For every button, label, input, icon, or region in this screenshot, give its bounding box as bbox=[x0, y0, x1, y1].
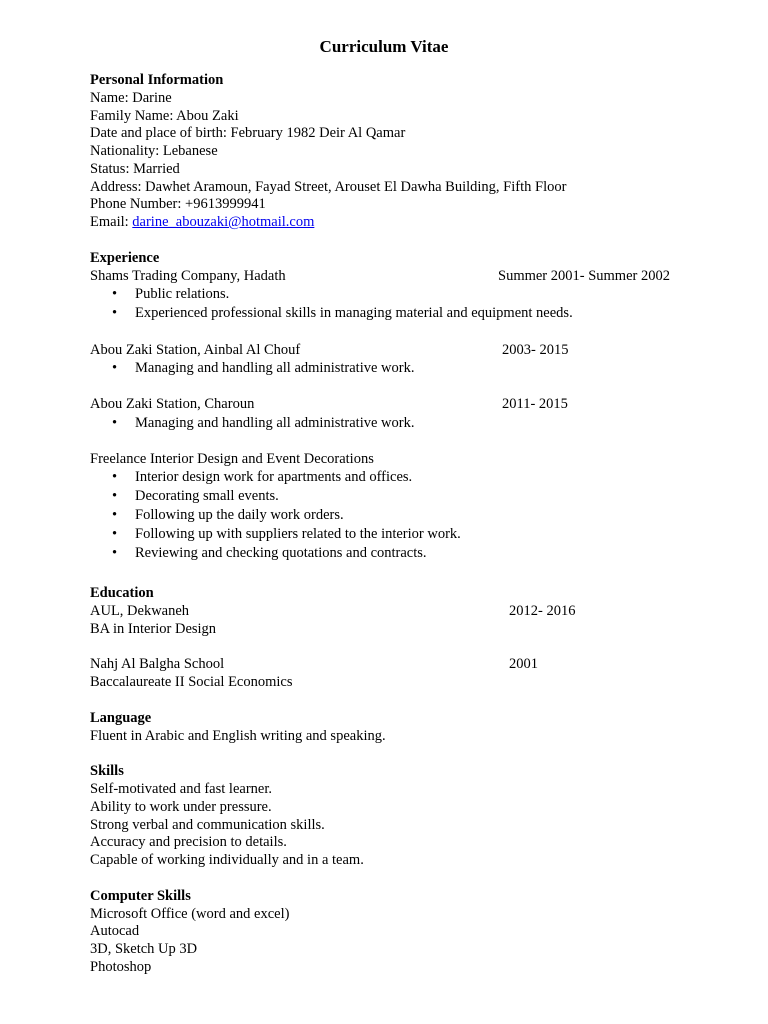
job-bullet: • Decorating small events. bbox=[112, 487, 256, 506]
job-title: Abou Zaki Station, Charoun bbox=[90, 396, 255, 412]
status-line: Status: Married bbox=[90, 161, 180, 177]
skills-heading: Skills bbox=[90, 763, 124, 779]
language-heading: Language bbox=[90, 710, 152, 726]
job-bullet: • Public relations. bbox=[112, 285, 206, 304]
page-title: Curriculum Vitae bbox=[319, 37, 449, 56]
job-title: Shams Trading Company, Hadath bbox=[90, 268, 286, 284]
skill-item: Ability to work under pressure. bbox=[90, 799, 272, 815]
job-bullet: • Reviewing and checking quotations and contracts. bbox=[112, 544, 404, 563]
school-name: AUL, Dekwaneh bbox=[90, 603, 190, 619]
personal-heading: Personal Information bbox=[90, 72, 224, 88]
degree-name: Baccalaureate II Social Economics bbox=[90, 674, 293, 690]
degree-name: BA in Interior Design bbox=[90, 621, 217, 637]
job-bullet: • Following up the daily work orders. bbox=[112, 506, 321, 525]
job-bullet: • Managing and handling all administrative work. bbox=[112, 414, 391, 433]
computer-skill-item: Photoshop bbox=[90, 959, 152, 975]
job-dates: Summer 2001- Summer 2002 bbox=[498, 268, 670, 284]
name-line: Name: Darine bbox=[90, 90, 172, 106]
job-dates: 2011- 2015 bbox=[502, 396, 568, 412]
skill-item: Self-motivated and fast learner. bbox=[90, 781, 272, 797]
job-dates: 2003- 2015 bbox=[502, 342, 569, 358]
computer-skill-item: Microsoft Office (word and excel) bbox=[90, 906, 290, 922]
school-dates: 2001 bbox=[509, 656, 538, 672]
school-name: Nahj Al Balgha School bbox=[90, 656, 225, 672]
school-dates: 2012- 2016 bbox=[509, 603, 576, 619]
language-text: Fluent in Arabic and English writing and speaking. bbox=[90, 728, 386, 744]
email-label: Email: bbox=[90, 214, 133, 230]
birth-line: Date and place of birth: February 1982 Deir Al Qamar bbox=[90, 125, 406, 141]
address-line: Address: Dawhet Aramoun, Fayad Street, Arouset El Dawha Building, Fifth Floor bbox=[90, 179, 567, 195]
computer-skills-heading: Computer Skills bbox=[90, 888, 191, 904]
nationality-line: Nationality: Lebanese bbox=[90, 143, 218, 159]
job-bullet: • Interior design work for apartments and offices. bbox=[112, 468, 389, 487]
education-heading: Education bbox=[90, 585, 154, 601]
job-title: Abou Zaki Station, Ainbal Al Chouf bbox=[90, 342, 301, 358]
job-bullet: • Managing and handling all administrative work. bbox=[112, 359, 391, 378]
skill-item: Capable of working individually and in a team. bbox=[90, 852, 364, 868]
email-line bbox=[90, 213, 314, 231]
job-bullet: • Experienced professional skills in managing material and equipment needs. bbox=[112, 304, 550, 323]
family-name-line: Family Name: Abou Zaki bbox=[90, 108, 239, 124]
job-title: Freelance Interior Design and Event Decorations bbox=[90, 451, 374, 467]
computer-skill-item: Autocad bbox=[90, 923, 140, 939]
email-link[interactable]: darine_abouzaki@hotmail.com bbox=[132, 214, 315, 230]
skill-item: Strong verbal and communication skills. bbox=[90, 817, 325, 833]
experience-heading: Experience bbox=[90, 250, 160, 266]
computer-skill-item: 3D, Sketch Up 3D bbox=[90, 941, 198, 957]
skill-item: Accuracy and precision to details. bbox=[90, 834, 287, 850]
phone-line: Phone Number: +9613999941 bbox=[90, 196, 266, 212]
job-bullet: • Following up with suppliers related to the interior work. bbox=[112, 525, 438, 544]
